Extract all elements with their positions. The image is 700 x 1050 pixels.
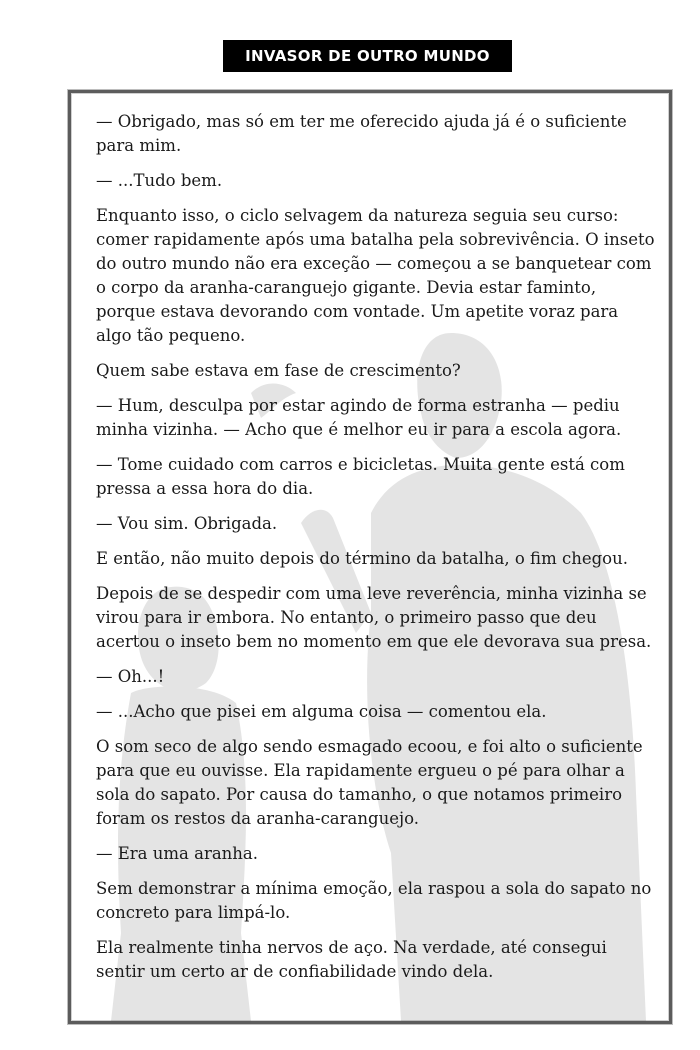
paragraph: E então, não muito depois do término da batalha, o fim chegou. <box>96 549 628 568</box>
paragraph: Depois de se despedir com uma leve reverência, minha vizinha se virou para ir embora. No entanto, o primeiro passo que deu acertou o inseto bem no momento em que ele devorava sua presa. <box>96 584 652 651</box>
paragraph: — Obrigado, mas só em ter me oferecido ajuda já é o suficiente para mim. <box>96 112 627 155</box>
paragraph: — Oh...! <box>96 667 165 686</box>
paragraph: Quem sabe estava em fase de crescimento? <box>96 361 461 380</box>
paragraph: Sem demonstrar a mínima emoção, ela raspou a sola do sapato no concreto para limpá-lo. <box>96 879 652 922</box>
paragraph: Ela realmente tinha nervos de aço. Na verdade, até consegui sentir um certo ar de confiabilidade vindo dela. <box>96 938 607 981</box>
paragraph: — Vou sim. Obrigada. <box>96 514 278 533</box>
paragraph: — Tome cuidado com carros e bicicletas. Muita gente está com pressa a essa hora do dia. <box>96 455 625 498</box>
paragraph: — ...Tudo bem. <box>96 171 223 190</box>
text-body <box>96 110 656 995</box>
paragraph: O som seco de algo sendo esmagado ecoou, e foi alto o suficiente para que eu ouvisse. Ela rapidamente ergueu o pé para olhar a sola do sapato. Por causa do tamanho, o que notamos primeiro foram os restos da aranha-caranguejo. <box>96 737 643 828</box>
book-title-banner <box>223 40 512 72</box>
book-title: INVASOR DE OUTRO MUNDO <box>245 47 490 65</box>
paragraph: Enquanto isso, o ciclo selvagem da natureza seguia seu curso: comer rapidamente após uma batalha pela sobrevivência. O inseto do outro mundo não era exceção — começou a se banquetear com o corpo da aranha-caranguejo gigante. Devia estar faminto, porque estava devorando com vontade. Um apetite voraz para algo tão pequeno. <box>96 206 655 345</box>
paragraph: — Era uma aranha. <box>96 844 259 863</box>
paragraph: — ...Acho que pisei em alguma coisa — comentou ela. <box>96 702 547 721</box>
paragraph: — Hum, desculpa por estar agindo de forma estranha — pediu minha vizinha. — Acho que é melhor eu ir para a escola agora. <box>96 396 622 439</box>
page-frame <box>68 90 672 1024</box>
